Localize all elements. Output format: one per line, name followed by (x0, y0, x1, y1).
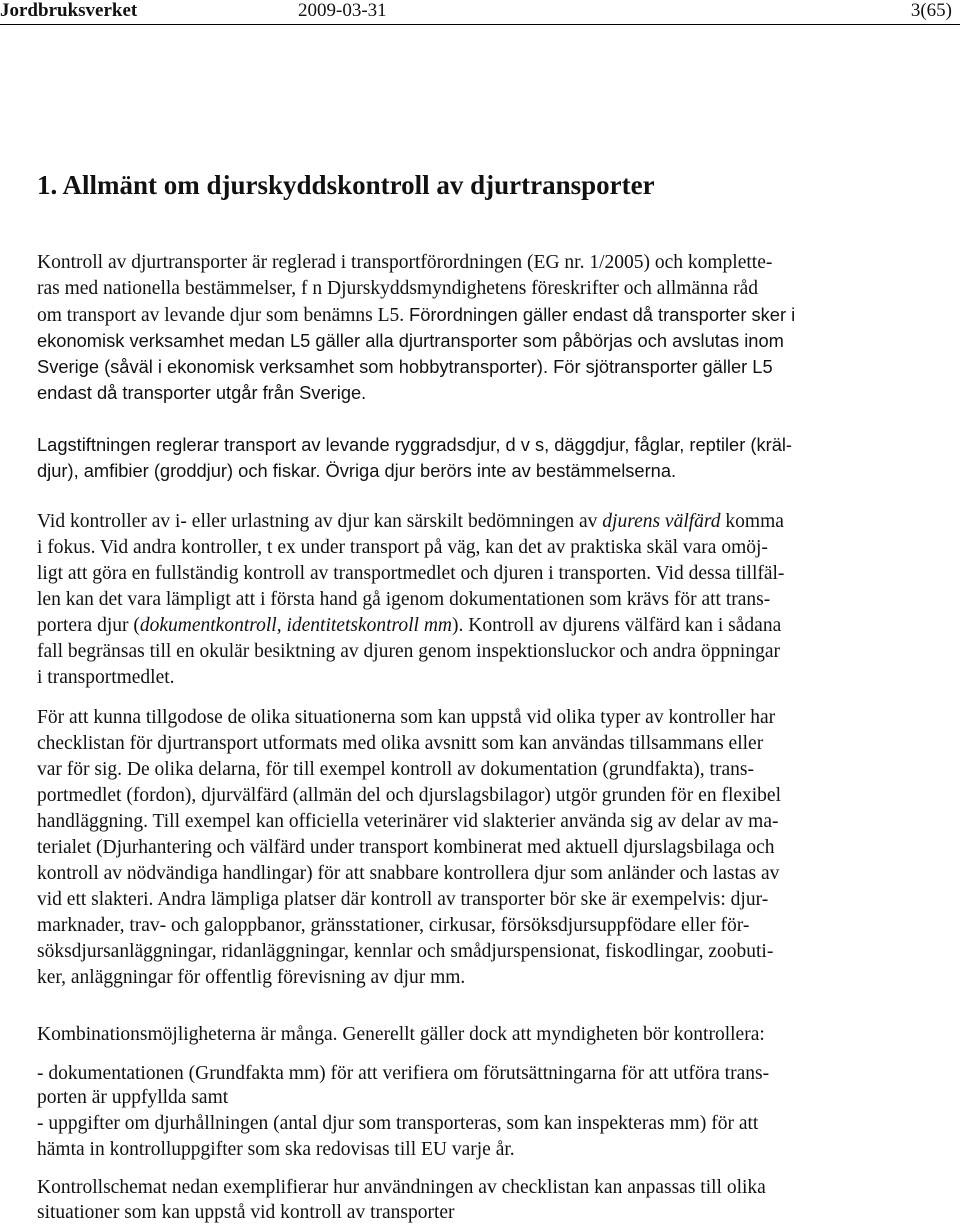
paragraph-line: var för sig. De olika delarna, för till exempel kontroll av dokumentation (grundfakta), trans- (37, 759, 754, 780)
paragraph-line: len kan det vara lämpligt att i första hand gå igenom dokumentationen som krävs för att trans- (37, 589, 771, 610)
list-item-line: - dokumentationen (Grundfakta mm) för att verifiera om förutsättningarna för att utföra trans- (37, 1063, 770, 1084)
paragraph-line: kontroll av nödvändiga handlingar) för att snabbare kontrollera djur som anländer och lastas av (37, 863, 780, 884)
paragraph-line: djur), amfibier (groddjur) och fiskar. Övriga djur berörs inte av bestämmelserna. (37, 460, 677, 481)
list-item-line: - uppgifter om djurhållningen (antal djur som transporteras, som kan inspekteras mm) för att (37, 1113, 759, 1134)
paragraph-line: Sverige (såväl i ekonomisk verksamhet som hobbytransporter). För sjötransporter gäller L5 (37, 356, 773, 377)
paragraph-line: Kontroll av djurtransporter är reglerad i transportförordningen (EG nr. 1/2005) och komplette- (37, 252, 773, 273)
paragraph-line: endast då transporter utgår från Sverige. (37, 382, 367, 403)
paragraph-line: ligt att göra en fullständig kontroll av transportmedlet och djuren i transporten. Vid dessa tillfäl- (37, 563, 785, 584)
page-header (0, 0, 960, 22)
paragraph-line: Kontrollschemat nedan exemplifierar hur användningen av checklistan kan anpassas till olika (37, 1177, 766, 1198)
paragraph-text: ). Kontroll av djurens välfärd kan i sådana (452, 615, 782, 636)
header-date: 2009-03-31 (298, 0, 387, 21)
paragraph-line (37, 614, 781, 638)
paragraph-line: Lagstiftningen reglerar transport av levande ryggradsdjur, d v s, däggdjur, fåglar, reptiler (kräl- (37, 434, 793, 455)
emphasis-text: dokumentkontroll, identitetskontroll mm (139, 615, 453, 636)
paragraph-line: portmedlet (fordon), djurvälfärd (allmän del och djurslagsbilagor) utgör grunden för en flexibel (37, 785, 782, 806)
paragraph-text: portera djur ( (37, 615, 140, 636)
paragraph-line (37, 303, 795, 328)
paragraph-line: marknader, trav- och galoppbanor, gränsstationer, cirkusar, försöksdjursuppfödare eller för- (37, 915, 750, 936)
header-rule (0, 24, 960, 25)
paragraph-text: Vid kontroller av i- eller urlastning av djur kan särskilt bedömningen av (37, 511, 603, 532)
paragraph-line: För att kunna tillgodose de olika situationerna som kan uppstå vid olika typer av kontroller har (37, 707, 776, 728)
paragraph-line: Kombinationsmöjligheterna är många. Generellt gäller dock att myndigheten bör kontrollera: (37, 1024, 765, 1045)
list-item-line: porten är uppfyllda samt (37, 1087, 229, 1108)
paragraph-line: i transportmedlet. (37, 667, 175, 688)
paragraph-line (37, 510, 784, 534)
emphasis-text: djurens välfärd (602, 511, 721, 532)
paragraph-line: handläggning. Till exempel kan officiella veterinärer vid slakterier använda sig av delar av ma- (37, 811, 779, 832)
paragraph-line: fall begränsas till en okulär besiktning av djuren genom inspektionsluckor och andra öppningar (37, 641, 780, 662)
paragraph-text: komma (720, 511, 784, 532)
paragraph-text: om transport av levande djur som benämns L5. (37, 305, 405, 326)
paragraph-line: ker, anläggningar för offentlig förevisning av djur mm. (37, 967, 466, 988)
paragraph-line: ekonomisk verksamhet medan L5 gäller alla djurtransporter som påbörjas och avslutas inom (37, 330, 784, 351)
paragraph-line: terialet (Djurhantering och välfärd under transport kombinerat med aktuell djurslagsbilaga och (37, 837, 775, 858)
header-page-number: 3(65) (910, 0, 952, 21)
paragraph-line: checklistan för djurtransport utformats med olika avsnitt som kan användas tillsammans eller (37, 733, 764, 754)
paragraph-text: Förordningen gäller endast då transporter sker i (409, 304, 796, 325)
paragraph-line: ras med nationella bestämmelser, f n Djurskyddsmyndighetens föreskrifter och allmänna råd (37, 278, 759, 299)
section-heading: 1. Allmänt om djurskyddskontroll av djurtransporter (37, 170, 655, 200)
paragraph-line: söksdjursanläggningar, ridanläggningar, kennlar och smådjurspensionat, fiskodlingar, zoobuti- (37, 941, 774, 962)
paragraph-line: vid ett slakteri. Andra lämpliga platser där kontroll av transporter bör ske är exempelvis: djur- (37, 889, 769, 910)
header-organization: Jordbruksverket (0, 0, 138, 21)
paragraph-line: situationer som kan uppstå vid kontroll av transporter (37, 1202, 455, 1223)
paragraph-line: i fokus. Vid andra kontroller, t ex under transport på väg, kan det av praktiska skäl vara omöj- (37, 537, 768, 558)
list-item-line: hämta in kontrolluppgifter som ska redovisas till EU varje år. (37, 1139, 515, 1160)
